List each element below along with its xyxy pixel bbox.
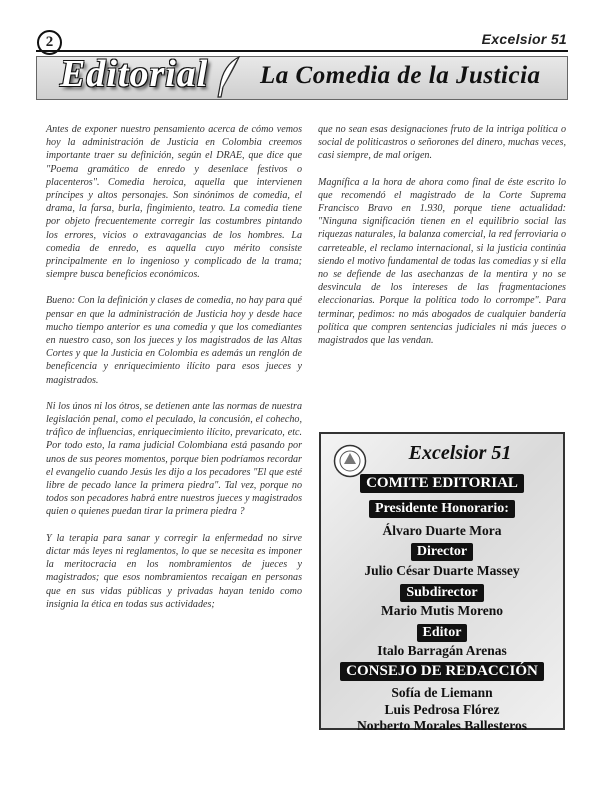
article-column-left <box>46 123 302 624</box>
paragraph: Antes de exponer nuestro pensamiento acerca de cómo vemos hoy la administración de Justicia en Colombia creemos importante traer su definición, según el DRAE, que dice que "Poema gramático de enredo y desenlace festivos o placenteros". Comedia heroica, aquella que intervienen príncipes y altos personajes. Son sinónimos de comedia, el drama, la farsa, burla, fingimiento, teatro. La comedia tiene por objeto frecuentemente corregir las costumbres pintando los errores, vicios o extravagancias de los hombres. La comedia de enredo, es aquella cuyo mérito consiste principalmente en lo ingenioso y complicado de la trama; siempre busca beneficios económicos. <box>46 124 302 281</box>
subdirector-name: Mario Mutis Moreno <box>381 603 503 618</box>
council-member: Luis Pedrosa Flórez <box>384 702 500 717</box>
subdirector-label: Subdirector <box>321 583 563 602</box>
quill-icon <box>215 56 241 98</box>
headline: La Comedia de la Justicia <box>260 62 541 89</box>
council-member: Norberto Morales Ballesteros <box>357 718 527 733</box>
section-title: Editorial <box>60 53 209 95</box>
editorial-committee-box <box>319 432 565 733</box>
article-column-right <box>318 123 566 360</box>
editor-label: Editor <box>321 623 563 642</box>
editor-name: Italo Barragán Arenas <box>377 643 507 658</box>
paragraph: Magnífica a la hora de ahora como final de éste escrito lo que recomendó el magistrado de la Corte Suprema Francisco Bravo en 1.930, porque tiene actualidad: "Ninguna significación tienen en el equilibrio social las riquezas naturales, la balanza comercial, la red ferroviaria o carreteable, el reclamo internacional, si la justicia continúa siendo el motivo fundamental de todas las comedias y si ella no se defiende de las asechanzas de la mentira y no se desvincula de los intereses de las fragmentaciones eleccionarias. Porque la política todo lo corrompe". Para terminar, pedimos: no más abogados de cualquier bandería política que compren sentencias judiciales ni más jueces o magistrados que las vendan. <box>318 176 566 347</box>
council-label: CONSEJO DE REDACCIÓN <box>321 662 563 681</box>
running-title: Excelsior 51 <box>481 31 567 47</box>
paragraph: que no sean esas designaciones fruto de la intriga política o social de politicastros o señorones del dinero, muchas veces, casi siempre, de mal origen. <box>318 124 566 162</box>
council-member: Sofía de Liemann <box>391 685 493 700</box>
committee-heading: COMITE EDITORIAL <box>321 474 563 493</box>
paragraph: Bueno: Con la definición y clases de comedia, no hay para qué pensar en que la administración de Justicia hoy y desde hace mucho tiempo anterior es una comedia y que los comediantes en nuestro caso, son los jueces y los magistrados de las Altas Cortes y que la Justicia en Colombia es además un renglón de beneficencia y enriquecimiento ilícito para esos jueces y magistrados. <box>46 295 302 386</box>
page-number: 2 <box>37 30 62 55</box>
honorary-name: Álvaro Duarte Mora <box>382 523 502 538</box>
director-name: Julio César Duarte Massey <box>364 563 520 578</box>
paragraph: Y la terapia para sanar y corregir la enfermedad no sirve dictar más leyes ni reglamentos, lo que se necesita es imponer la meritocracia en los nombramientos de jueces y magistrados; que esos nombramientos recaigan en personas que en sus vidas públicas y privadas hayan tenido como insignia la ética en todas sus actividades; <box>46 532 302 610</box>
committee-title: Excelsior 51 <box>408 442 512 464</box>
paragraph: Ni los únos ni los ótros, se detienen ante las normas de nuestra legislación penal, como el peculado, la concusión, el cohecho, tráfico de influencias, enriquecimiento ilícito, prevaricato, etc. Por todo esto, la rama judicial Colombiana está pasando por unos de sus peores momentos, porque bien podríamos recordar el evangelio cuando Jesús les dijo a los pecadores "El que esté libre de pecado lance la primera piedra". Tal vez, porque no todos son pecadores habrá entre nuestros jueces y magistrados quien o quienes puedan tirar la primera piedra ? <box>46 400 302 518</box>
director-label: Director <box>321 542 563 561</box>
honorary-label: Presidente Honorario: <box>321 499 563 518</box>
